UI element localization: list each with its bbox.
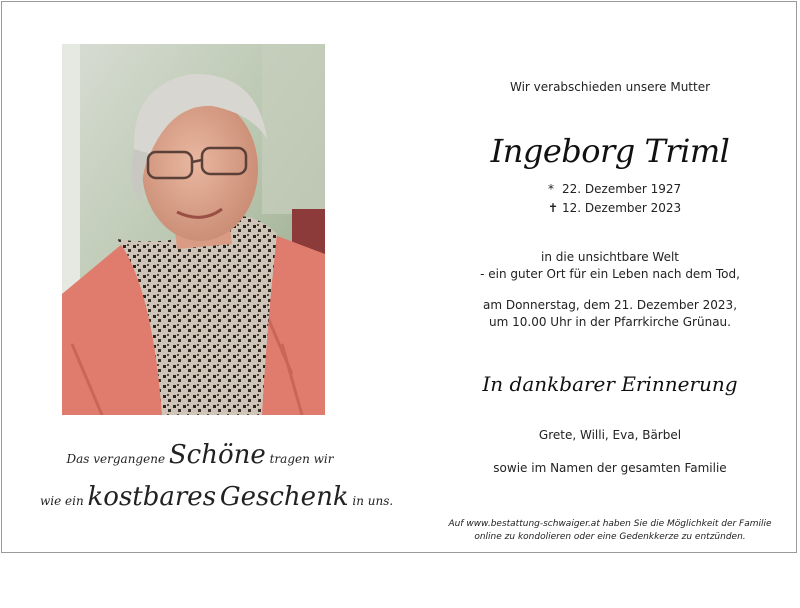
mourners-names: Grete, Willi, Eva, Bärbel xyxy=(538,428,682,442)
quote-emphasis: Schöne xyxy=(168,440,266,470)
quote-text: in uns. xyxy=(352,494,394,508)
portrait-photo xyxy=(62,44,325,415)
birth-symbol: * xyxy=(548,182,554,196)
cross-icon: ✝ xyxy=(548,201,559,215)
deceased-name: Ingeborg Triml xyxy=(490,132,730,170)
family-line: sowie im Namen der gesamten Familie xyxy=(493,461,727,475)
quote-emphasis: Geschenk xyxy=(219,482,349,512)
quote-text: tragen wir xyxy=(269,452,334,466)
quote-text: Das vergangene xyxy=(66,452,166,466)
ceremony-date: am Donnerstag, dem 21. Dezember 2023, xyxy=(482,298,738,312)
quote-line-2 xyxy=(40,482,394,512)
condolence-note-line-1: Auf www.bestattung-schwaiger.at haben Sie die Möglichkeit der Familie xyxy=(448,519,772,529)
ceremony-line-2: - ein guter Ort für ein Leben nach dem Tod, xyxy=(480,267,740,281)
quote-text: wie ein xyxy=(40,494,84,508)
death-date: 12. Dezember 2023 xyxy=(562,201,682,215)
death-date-row xyxy=(548,201,681,215)
quote-emphasis: kostbares xyxy=(87,482,217,512)
condolence-note-line-2: online zu kondolieren oder eine Gedenkkerze zu entzünden. xyxy=(474,532,746,542)
birth-date-row xyxy=(548,182,681,196)
intro-text: Wir verabschieden unsere Mutter xyxy=(509,80,711,94)
remembrance-heading: In dankbarer Erinnerung xyxy=(482,372,738,396)
ceremony-place: um 10.00 Uhr in der Pfarrkirche Grünau. xyxy=(489,315,731,329)
birth-date: 22. Dezember 1927 xyxy=(562,182,682,196)
quote-line-1 xyxy=(40,440,360,470)
ceremony-line-1: in die unsichtbare Welt xyxy=(540,250,680,264)
